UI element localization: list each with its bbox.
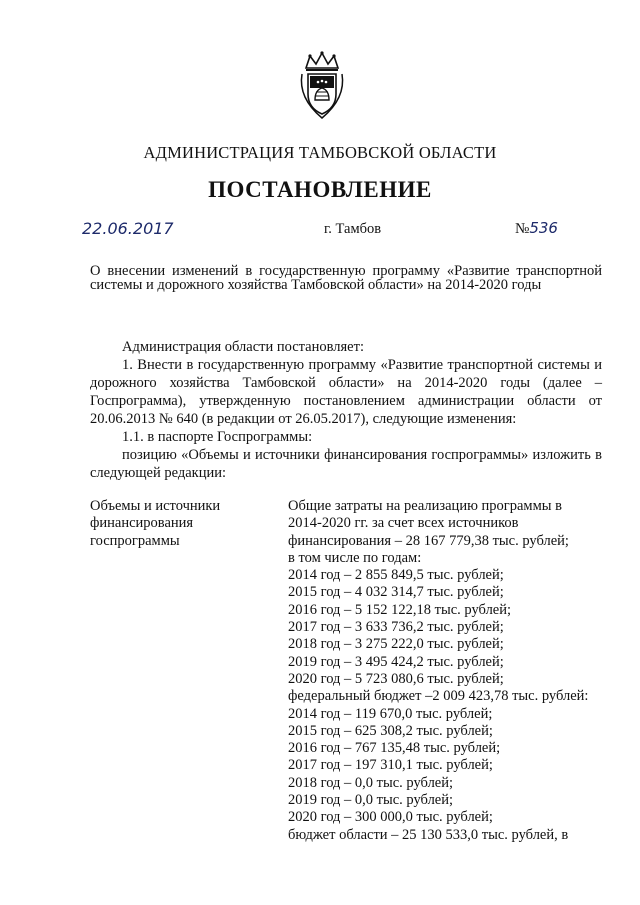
finance-value-line: финансирования – 28 167 779,38 тыс. рублей;: [288, 532, 569, 549]
finance-value-line: 2018 год – 3 275 222,0 тыс. рублей;: [288, 636, 504, 653]
finance-value-line: 2020 год – 300 000,0 тыс. рублей;: [288, 809, 493, 826]
finance-value-line: 2017 год – 3 633 736,2 тыс. рублей;: [288, 619, 504, 636]
finance-value-line: 2017 год – 197 310,1 тыс. рублей;: [288, 757, 493, 774]
document-body: [90, 338, 602, 482]
document-type-heading: ПОСТАНОВЛЕНИЕ: [208, 177, 432, 202]
finance-value-line: в том числе по годам:: [288, 549, 422, 566]
finance-value-line: бюджет области – 25 130 533,0 тыс. рублей, в: [288, 826, 569, 843]
document-number: [515, 219, 558, 238]
finance-label-line: госпрограммы: [90, 532, 180, 549]
document-number-value: 536: [529, 219, 558, 237]
finance-value-line: 2015 год – 4 032 314,7 тыс. рублей;: [288, 584, 504, 601]
finance-value-line: 2018 год – 0,0 тыс. рублей;: [288, 774, 454, 791]
body-position: позицию «Объемы и источники финансирования госпрограммы» изложить в следующей редакции:: [90, 447, 602, 481]
finance-label-line: Объемы и источники: [90, 498, 221, 514]
finance-value-line: федеральный бюджет –2 009 423,78 тыс. рублей:: [288, 688, 589, 705]
finance-value-line: 2016 год – 5 152 122,18 тыс. рублей;: [288, 601, 512, 618]
document-number-label: №: [515, 221, 530, 237]
document-city: г. Тамбов: [324, 221, 382, 237]
finance-value-line: 2014-2020 гг. за счет всех источников: [288, 515, 519, 532]
finance-label-line: финансирования: [90, 515, 194, 532]
finance-value-line: 2014 год – 119 670,0 тыс. рублей;: [288, 705, 493, 722]
finance-value-line: Общие затраты на реализацию программы в: [288, 498, 562, 514]
finance-value-line: 2016 год – 767 135,48 тыс. рублей;: [288, 740, 501, 757]
finance-label: [90, 498, 270, 550]
body-item-1: 1. Внести в государственную программу «Развитие транспортной системы и дорожного хозяйства Тамбовской области» на 2014-2020 годы (далее – Госпрограмма), утвержденную постановлением администрации области от 20.06.2013 № 640 (в редакции от 26.05.2017), следующие изменения:: [90, 357, 602, 427]
organization-title: АДМИНИСТРАЦИЯ ТАМБОВСКОЙ ОБЛАСТИ: [143, 143, 497, 162]
finance-value-line: 2019 год – 3 495 424,2 тыс. рублей;: [288, 653, 504, 670]
finance-value-line: 2014 год – 2 855 849,5 тыс. рублей;: [288, 567, 504, 584]
finance-value-line: 2019 год – 0,0 тыс. рублей;: [288, 792, 454, 809]
finance-values: [288, 498, 610, 844]
tambov-coat-of-arms-icon: [296, 50, 348, 122]
body-intro: Администрация области постановляет:: [122, 339, 364, 355]
finance-value-line: 2015 год – 625 308,2 тыс. рублей;: [288, 722, 493, 739]
finance-value-line: 2020 год – 5 723 080,6 тыс. рублей;: [288, 670, 504, 687]
document-subject: О внесении изменений в государственную программу «Развитие транспортной системы и дорожного хозяйства Тамбовской области» на 2014-2020 годы: [90, 263, 602, 293]
document-date: 22.06.2017: [82, 219, 174, 238]
body-item-1-1: 1.1. в паспорте Госпрограммы:: [122, 429, 313, 445]
